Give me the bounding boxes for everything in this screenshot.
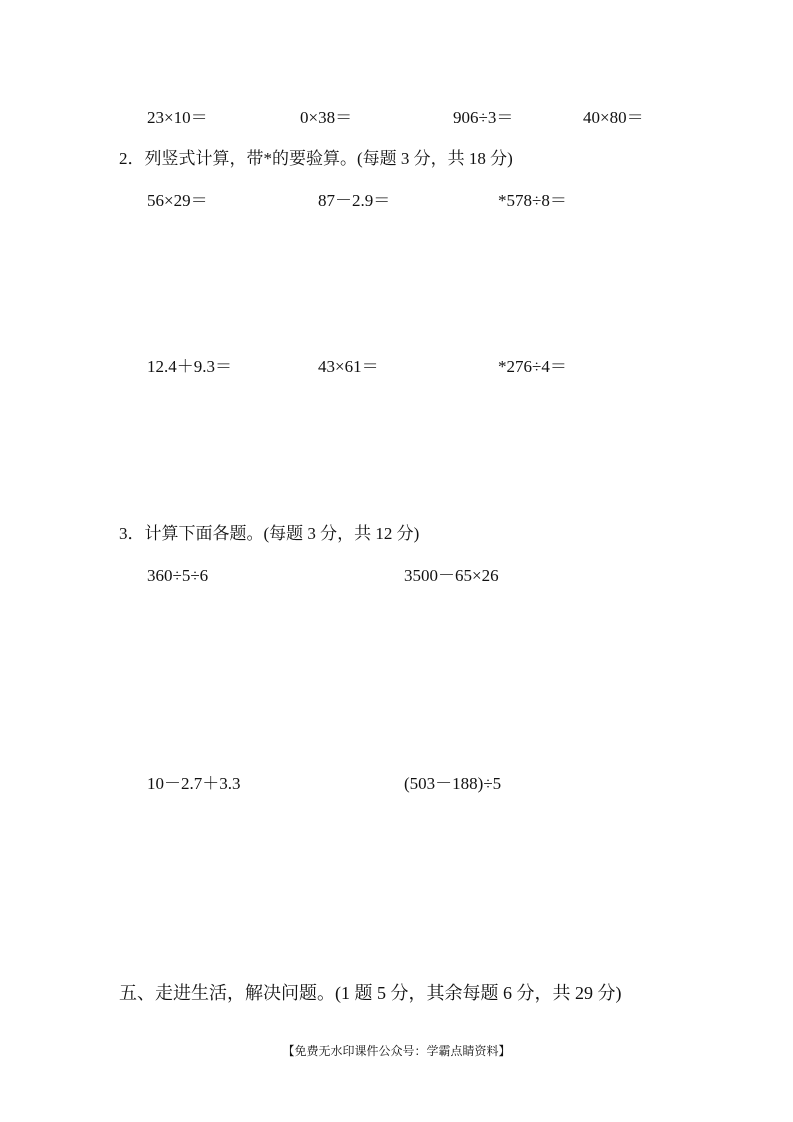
- problem-2-3: *578÷8＝: [498, 191, 567, 210]
- problem-1-1: 23×10＝: [147, 108, 208, 127]
- problem-2-1: 56×29＝: [147, 191, 208, 210]
- problem-1-2: 0×38＝: [300, 108, 353, 127]
- problem-2-5: 43×61＝: [318, 357, 379, 376]
- problem-2-6: *276÷4＝: [498, 357, 567, 376]
- footer-note: 【免费无水印课件公众号：学霸点睛资料】: [282, 1044, 511, 1058]
- problem-1-4: 40×80＝: [583, 108, 644, 127]
- problem-2-2: 87－2.9＝: [318, 191, 391, 210]
- problem-3-4: (503－188)÷5: [404, 774, 502, 793]
- problem-3-1: 360÷5÷6: [147, 566, 209, 585]
- problem-1-3: 906÷3＝: [453, 108, 514, 127]
- question-2-heading: 2．列竖式计算，带*的要验算。(每题 3 分，共 18 分): [119, 149, 513, 168]
- question-3-heading: 3．计算下面各题。(每题 3 分，共 12 分): [119, 524, 420, 543]
- problem-3-2: 3500－65×26: [404, 566, 499, 585]
- problem-3-3: 10－2.7＋3.3: [147, 774, 241, 793]
- section-5-heading: 五、走进生活，解决问题。(1 题 5 分，其余每题 6 分，共 29 分): [119, 983, 622, 1003]
- problem-2-4: 12.4＋9.3＝: [147, 357, 232, 376]
